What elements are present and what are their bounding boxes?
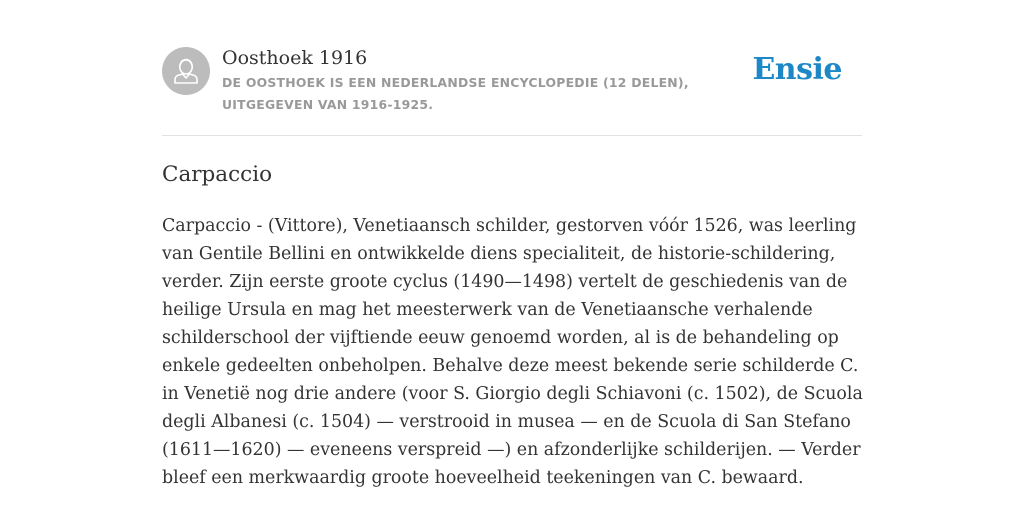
user-avatar-icon xyxy=(162,47,210,95)
article-title: Carpaccio xyxy=(162,162,273,187)
article-body: Carpaccio - (Vittore), Venetiaansch schilder, gestorven vóór 1526, was leerling van Gentile Bellini en ontwikkelde diens specialiteit, de historie-schildering, verder. Zijn eerste groote cyclus (1490—1498) vertelt de geschiedenis van de heilige Ursula en mag het meesterwerk van de Venetiaansche verhalende schilderschool der vijftiende eeuw genoemd worden, al is de behandeling op enkele gedeelten onbeholpen. Behalve deze meest bekende serie schilderde C. in Venetië nog drie andere (voor S. Giorgio degli Schiavoni (c. 1502), de Scuola degli Albanesi (c. 1504) — verstrooid in musea — en de Scuola di San Stefano (1611—1620) — eveneens verspreid —) en afzonderlijke schilderijen. — Verder bleef een merkwaardig groote hoeveelheid teekeningen van C. bewaard. xyxy=(162,216,863,488)
source-title[interactable]: Oosthoek 1916 xyxy=(222,47,368,69)
source-description: DE OOSTHOEK IS EEN NEDERLANDSE ENCYCLOPEDIE (12 DELEN), UITGEGEVEN VAN 1916-1925. xyxy=(222,75,689,112)
divider xyxy=(162,135,862,136)
ensie-logo[interactable]: Ensie xyxy=(752,52,842,87)
source-header xyxy=(162,46,862,116)
